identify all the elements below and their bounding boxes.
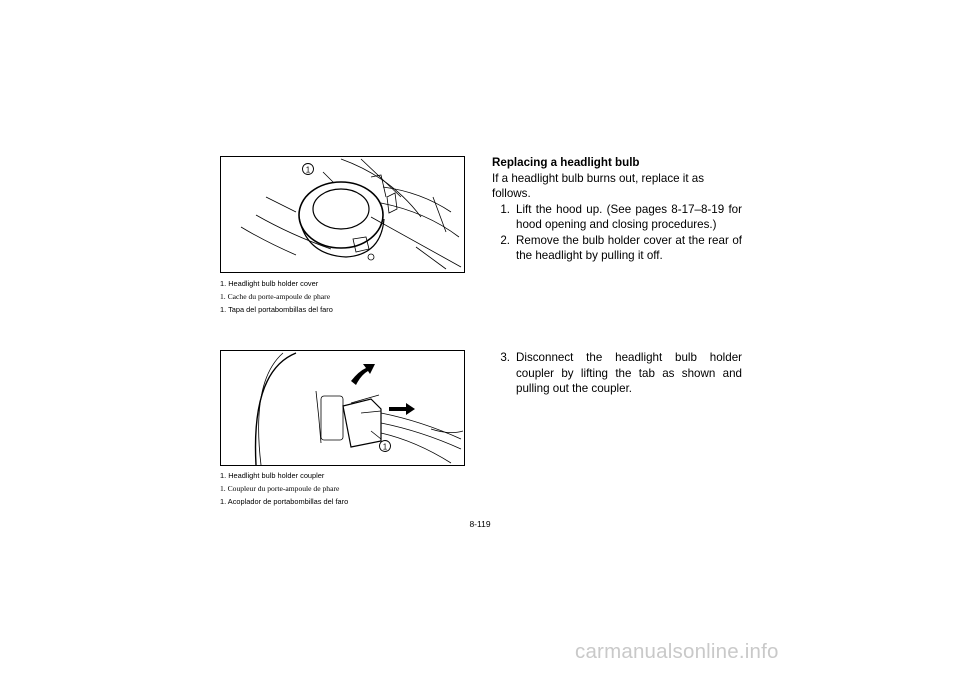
step-text: Disconnect the headlight bulb holder coupler by lifting the tab as shown and pulling out the coupler.: [516, 351, 742, 395]
step-item: [492, 233, 742, 264]
step-item: [492, 350, 742, 397]
section-intro: If a headlight bulb burns out, replace it as follows.: [492, 171, 705, 200]
instructions-part1: [492, 155, 742, 264]
caption-es: 1. Acoplador de portabombillas del faro: [220, 497, 349, 506]
caption-en: 1. Headlight bulb holder coupler: [220, 471, 325, 480]
caption-es: 1. Tapa del portabombillas del faro: [220, 305, 333, 314]
figure-headlight-cover: [220, 156, 465, 273]
step-text: Lift the hood up. (See pages 8-17–8-19 for hood opening and closing procedures.): [516, 202, 742, 231]
watermark-text: carmanualsonline.info: [575, 640, 779, 663]
figure1-caption: [220, 277, 480, 316]
figure-headlight-coupler: [220, 350, 465, 466]
instructions-part2: [492, 350, 742, 397]
figure2-caption: [220, 469, 480, 508]
step-number: 3.: [500, 351, 510, 364]
headlight-cover-illustration: [221, 157, 464, 272]
page-number: 8-119: [469, 519, 491, 529]
caption-en: 1. Headlight bulb holder cover: [220, 279, 319, 288]
caption-fr: 1. Coupleur du porte-ampoule de phare: [220, 484, 340, 493]
step-number: 2.: [500, 233, 510, 247]
caption-fr: 1. Cache du porte-ampoule de phare: [220, 292, 331, 301]
figure2-callout: 1: [382, 442, 388, 452]
headlight-coupler-illustration: [221, 351, 464, 465]
step-text: Remove the bulb holder cover at the rear of the headlight by pulling it off.: [516, 233, 742, 262]
section-heading: Replacing a headlight bulb: [492, 156, 640, 169]
step-number: 1.: [500, 202, 510, 216]
figure1-callout: 1: [305, 165, 311, 175]
step-item: [492, 202, 742, 233]
